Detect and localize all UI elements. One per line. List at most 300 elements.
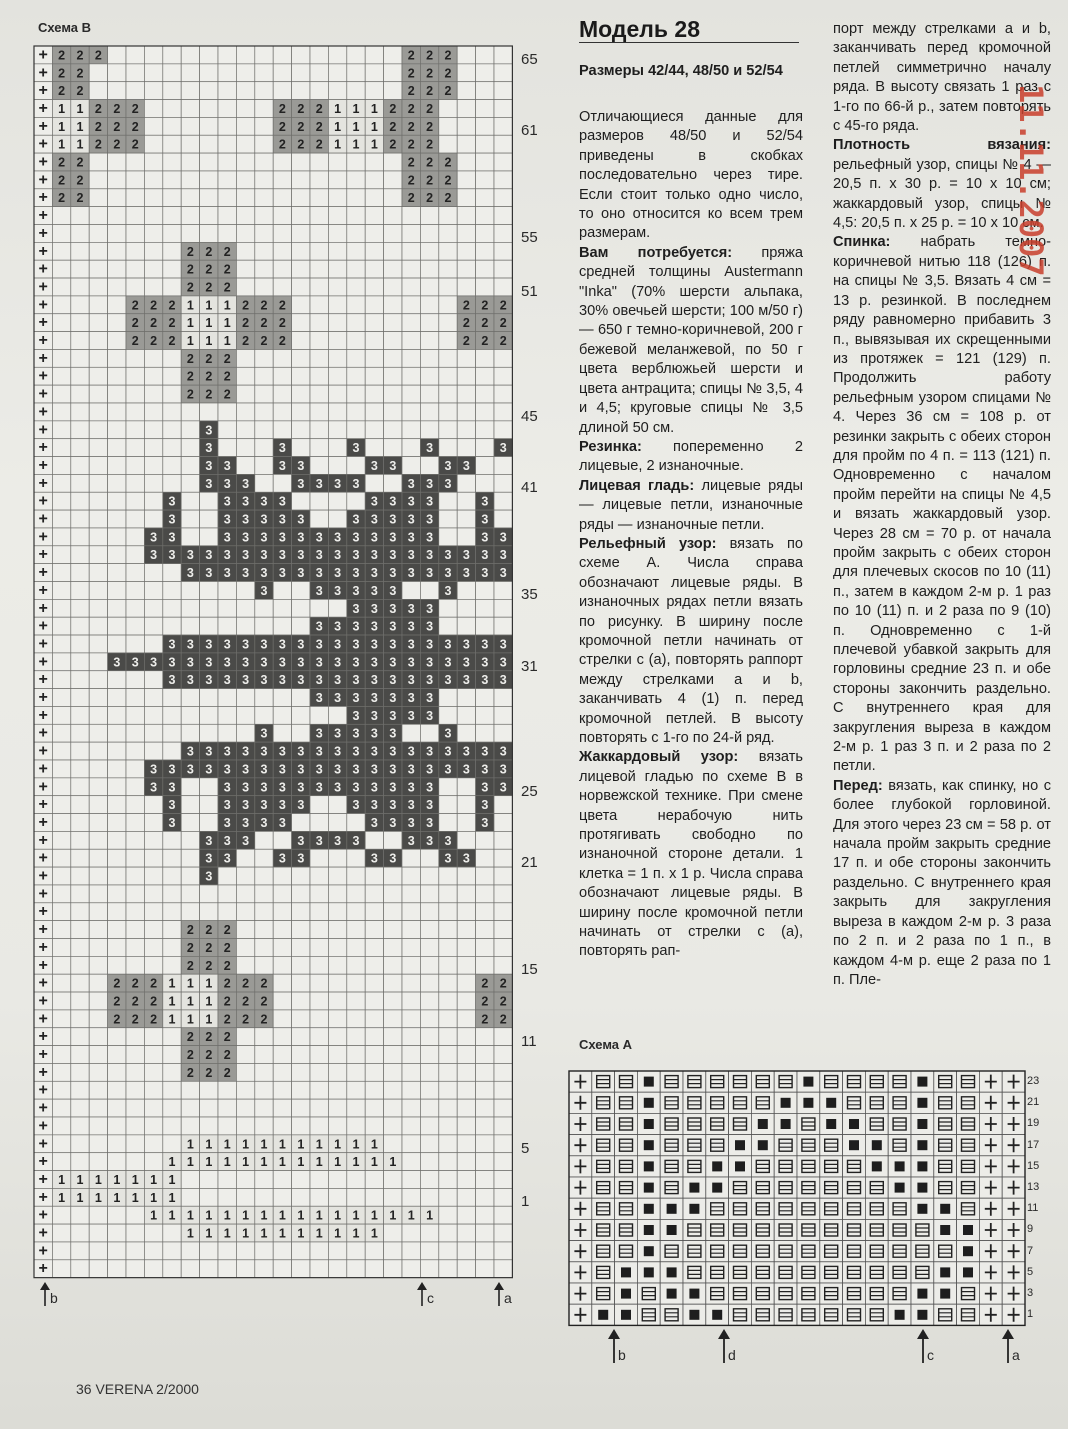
grid-cell (774, 1177, 797, 1198)
cell-symbol: + (38, 581, 48, 599)
cell-symbol: 3 (334, 583, 342, 598)
grid-cell (273, 867, 291, 885)
grid-cell (494, 225, 512, 243)
grid-cell (89, 82, 107, 100)
filled-square-symbol (644, 1161, 654, 1171)
grid-cell (144, 1117, 162, 1135)
arrow-label: c (927, 1347, 934, 1364)
arrow-label: c (427, 1289, 434, 1306)
grid-cell (365, 153, 383, 171)
cell-symbol: 1 (352, 101, 360, 116)
grid-cell (255, 349, 273, 367)
filled-square-symbol (917, 1183, 927, 1193)
grid-cell (236, 82, 254, 100)
grid-cell (457, 1188, 475, 1206)
cell-symbol: 2 (223, 1030, 231, 1045)
filled-square-symbol (849, 1140, 859, 1150)
grid-cell (200, 706, 218, 724)
cell-symbol: 3 (315, 673, 323, 688)
filled-square-symbol (917, 1098, 927, 1108)
grid-cell (843, 1283, 866, 1304)
grid-cell (888, 1071, 911, 1092)
cell-symbol: 1 (168, 1190, 176, 1205)
cell-symbol: 1 (315, 1137, 323, 1152)
grid-cell (365, 367, 383, 385)
grid-cell (494, 474, 512, 492)
cell-symbol: 3 (370, 530, 378, 545)
grid-cell (934, 1241, 957, 1262)
grid-cell (494, 903, 512, 921)
grid-cell (420, 314, 438, 332)
cell-symbol: 3 (407, 744, 415, 759)
grid-cell (126, 564, 144, 582)
grid-cell (89, 974, 107, 992)
cell-symbol: 3 (462, 762, 470, 777)
grid-cell (52, 492, 70, 510)
grid-cell (615, 1219, 638, 1240)
grid-cell (797, 1262, 820, 1283)
grid-cell (365, 421, 383, 439)
cell-symbol: + (38, 153, 48, 171)
grid-cell (439, 296, 457, 314)
cell-symbol: 2 (150, 976, 158, 991)
grid-cell (71, 1242, 89, 1260)
grid-cell (774, 1283, 797, 1304)
cell-symbol: 1 (352, 137, 360, 152)
grid-cell (328, 885, 346, 903)
cell-symbol: 3 (168, 637, 176, 652)
grid-cell (402, 903, 420, 921)
arrow-label: a (504, 1289, 512, 1306)
grid-cell (457, 814, 475, 832)
cell-symbol: 1 (370, 101, 378, 116)
scheme-a-chart (569, 1071, 1029, 1333)
grid-cell (328, 849, 346, 867)
cell-symbol: 2 (426, 101, 434, 116)
grid-cell (328, 64, 346, 82)
grid-cell (89, 760, 107, 778)
cell-symbol: 2 (186, 262, 194, 277)
cell-symbol: 3 (242, 655, 250, 670)
grid-cell (126, 278, 144, 296)
grid-cell (52, 260, 70, 278)
cell-symbol: + (38, 706, 48, 724)
cell-symbol: + (38, 956, 48, 974)
grid-cell (365, 921, 383, 939)
grid-cell (181, 135, 199, 153)
grid-cell (200, 1099, 218, 1117)
grid-cell (163, 956, 181, 974)
cell-symbol: 2 (76, 66, 84, 81)
grid-cell (439, 956, 457, 974)
cell-symbol: + (38, 1260, 48, 1278)
grid-cell (126, 1063, 144, 1081)
cell-symbol: 1 (315, 1226, 323, 1241)
grid-cell (71, 1081, 89, 1099)
grid-cell (384, 225, 402, 243)
grid-cell (163, 1224, 181, 1242)
grid-cell (494, 1135, 512, 1153)
grid-cell (365, 1171, 383, 1189)
filled-square-symbol (917, 1119, 927, 1129)
grid-cell (706, 1135, 729, 1156)
cell-symbol: + (38, 599, 48, 617)
grid-cell (89, 885, 107, 903)
grid-cell (236, 1046, 254, 1064)
grid-cell (144, 1099, 162, 1117)
cell-symbol: 2 (407, 155, 415, 170)
grid-cell (52, 1081, 70, 1099)
grid-cell (402, 1260, 420, 1278)
cell-symbol: 3 (150, 655, 158, 670)
cell-symbol: 2 (407, 119, 415, 134)
cell-symbol: 3 (260, 637, 268, 652)
grid-cell (181, 474, 199, 492)
grid-cell (200, 403, 218, 421)
grid-cell (402, 260, 420, 278)
grid-cell (494, 46, 512, 64)
cell-symbol: 3 (297, 637, 305, 652)
filled-square-symbol (621, 1289, 631, 1299)
cell-symbol: 2 (205, 923, 213, 938)
cell-symbol: 1 (186, 1226, 194, 1241)
date-stamp: 11.11.2007 (1012, 84, 1050, 277)
cell-symbol: 2 (407, 66, 415, 81)
grid-cell (820, 1135, 843, 1156)
grid-cell (181, 867, 199, 885)
grid-cell (328, 1046, 346, 1064)
cell-symbol: 3 (407, 548, 415, 563)
grid-cell (384, 921, 402, 939)
grid-cell (310, 1028, 328, 1046)
filled-square-symbol (712, 1310, 722, 1320)
grid-cell (89, 1224, 107, 1242)
filled-square-symbol (917, 1310, 927, 1320)
grid-cell (108, 760, 126, 778)
grid-cell (310, 46, 328, 64)
grid-cell (420, 1028, 438, 1046)
grid-cell (494, 1099, 512, 1117)
cell-symbol: 3 (260, 583, 268, 598)
cell-symbol: 3 (131, 655, 139, 670)
cell-symbol: 3 (242, 512, 250, 527)
grid-cell (457, 903, 475, 921)
grid-cell (163, 1242, 181, 1260)
cell-symbol: 2 (223, 940, 231, 955)
grid-cell (200, 46, 218, 64)
cell-symbol: 3 (370, 851, 378, 866)
grid-cell (108, 439, 126, 457)
cell-symbol: 3 (370, 815, 378, 830)
grid-cell (476, 921, 494, 939)
grid-cell (476, 189, 494, 207)
grid-cell (328, 510, 346, 528)
grid-cell (384, 867, 402, 885)
cell-symbol: 3 (481, 762, 489, 777)
cell-symbol: 2 (426, 84, 434, 99)
paragraph-label: Вам потребуется: (579, 244, 733, 261)
grid-cell (163, 474, 181, 492)
grid-cell (126, 706, 144, 724)
cell-symbol: 3 (389, 673, 397, 688)
grid-cell (328, 814, 346, 832)
grid-cell (420, 385, 438, 403)
grid-cell (200, 885, 218, 903)
grid-cell (108, 1099, 126, 1117)
grid-cell (292, 1117, 310, 1135)
grid-cell (71, 921, 89, 939)
cell-symbol: 3 (481, 566, 489, 581)
cell-symbol: 2 (242, 298, 250, 313)
cell-symbol: 2 (223, 369, 231, 384)
grid-cell (292, 1010, 310, 1028)
cell-symbol: 3 (444, 637, 452, 652)
grid-cell (865, 1241, 888, 1262)
cell-symbol: 2 (260, 994, 268, 1009)
grid-cell (52, 242, 70, 260)
grid-cell (144, 939, 162, 957)
filled-square-symbol (644, 1267, 654, 1277)
grid-cell (365, 332, 383, 350)
grid-cell (439, 1117, 457, 1135)
grid-cell (255, 260, 273, 278)
grid-cell (126, 1117, 144, 1135)
cell-symbol: 2 (242, 994, 250, 1009)
grid-cell (89, 457, 107, 475)
grid-cell (439, 1224, 457, 1242)
grid-cell (52, 1028, 70, 1046)
grid-cell (236, 1188, 254, 1206)
grid-cell (476, 242, 494, 260)
grid-cell (729, 1113, 752, 1134)
grid-cell (255, 403, 273, 421)
grid-cell (255, 1028, 273, 1046)
cell-symbol: 1 (113, 1172, 121, 1187)
cell-symbol: 3 (205, 869, 213, 884)
grid-cell (71, 332, 89, 350)
grid-cell (494, 367, 512, 385)
grid-cell (457, 189, 475, 207)
grid-cell (365, 64, 383, 82)
cell-symbol: 2 (444, 48, 452, 63)
grid-cell (273, 706, 291, 724)
cell-symbol: 1 (186, 1208, 194, 1223)
grid-cell (457, 367, 475, 385)
grid-cell (236, 867, 254, 885)
grid-cell (52, 974, 70, 992)
paragraph-text: набрать темно-коричневой нитью 118 (126) п. на спицы № 3,5. Вязать 4 см = 13 р. резинкой. В последнем ряду равномерно прибавить 3 п., вывязывая их скрещенными из протяжек = 121 (129) п. Продолжить работу рельефным узором спицами № 4. Через 36 см = 108 р. от резинки закрыть с обеих сторон для пройм по 4 п. = 113 (121) п. Одновременно с началом пройм перейти на спицы № 4,5 и вязать жаккардовый узор. Через 28 см = 70 р. от начала пройм закрыть с обеих сторон для плечевых скосов по 10 (11) п., затем в каждом 2-м р. 1 раз по 10 (11) п. и 2 раза по 9 (10) п. Одновременно с 1-й плечевой убавкой закрыть для горловины средние 23 п. и обе стороны закончить раздельно. С внутреннего края для закругления выреза в каждом 2-м р. 1 раз 3 п. и 2 раза по 2 петли. (833, 234, 1051, 775)
grid-cell (255, 225, 273, 243)
grid-cell (144, 635, 162, 653)
grid-cell (181, 778, 199, 796)
grid-cell (71, 421, 89, 439)
grid-cell (457, 1028, 475, 1046)
grid-cell (236, 439, 254, 457)
grid-cell (71, 278, 89, 296)
grid-cell (108, 546, 126, 564)
grid-cell (347, 332, 365, 350)
grid-cell (52, 332, 70, 350)
grid-cell (476, 956, 494, 974)
grid-cell (384, 367, 402, 385)
grid-cell (126, 1135, 144, 1153)
cell-symbol: 1 (334, 1208, 342, 1223)
cell-symbol: 1 (223, 1208, 231, 1223)
grid-cell (108, 617, 126, 635)
grid-cell (494, 1153, 512, 1171)
grid-cell (163, 1081, 181, 1099)
cell-symbol: 2 (223, 958, 231, 973)
cell-symbol: 2 (58, 84, 66, 99)
grid-cell (365, 1063, 383, 1081)
grid-cell (181, 189, 199, 207)
cell-symbol: + (38, 510, 48, 528)
cell-symbol: 3 (315, 566, 323, 581)
cell-symbol: 3 (168, 655, 176, 670)
grid-cell (273, 1081, 291, 1099)
cell-symbol: 3 (242, 494, 250, 509)
filled-square-symbol (917, 1140, 927, 1150)
cell-symbol: 3 (370, 548, 378, 563)
cell-symbol: 3 (334, 476, 342, 491)
cell-symbol: 2 (407, 173, 415, 188)
grid-cell (71, 492, 89, 510)
cell-symbol: 3 (315, 637, 323, 652)
cell-symbol: 1 (186, 1137, 194, 1152)
cell-symbol: + (38, 653, 48, 671)
grid-cell (144, 1153, 162, 1171)
cell-symbol: + (38, 1046, 48, 1064)
grid-cell (494, 1188, 512, 1206)
grid-cell (420, 582, 438, 600)
grid-cell (384, 207, 402, 225)
grid-cell (181, 689, 199, 707)
grid-cell (89, 439, 107, 457)
grid-cell (89, 796, 107, 814)
grid-cell (797, 1113, 820, 1134)
grid-cell (328, 992, 346, 1010)
cell-symbol: 3 (242, 637, 250, 652)
cell-symbol: 3 (223, 548, 231, 563)
cell-symbol: + (38, 564, 48, 582)
cell-symbol: + (38, 1153, 48, 1171)
cell-symbol: 3 (278, 762, 286, 777)
grid-cell (402, 1224, 420, 1242)
grid-cell (420, 974, 438, 992)
cell-symbol: 1 (168, 976, 176, 991)
grid-cell (163, 1028, 181, 1046)
grid-cell (494, 849, 512, 867)
cell-symbol: 3 (260, 726, 268, 741)
cell-symbol: 3 (481, 655, 489, 670)
grid-cell (144, 46, 162, 64)
grid-cell (706, 1092, 729, 1113)
grid-cell (52, 1010, 70, 1028)
cell-symbol: 1 (58, 1190, 66, 1205)
cell-symbol: 3 (242, 566, 250, 581)
grid-cell (457, 1046, 475, 1064)
cell-symbol: 3 (334, 762, 342, 777)
cell-symbol: 2 (113, 1012, 121, 1027)
cell-symbol: 3 (205, 655, 213, 670)
grid-cell (126, 421, 144, 439)
grid-cell (163, 939, 181, 957)
grid-cell (457, 528, 475, 546)
grid-cell (820, 1219, 843, 1240)
arrow-label: b (618, 1347, 626, 1364)
row-number: 5 (1027, 1265, 1034, 1278)
grid-cell (255, 278, 273, 296)
filled-square-symbol (644, 1246, 654, 1256)
cell-symbol: + (38, 1206, 48, 1224)
grid-cell (126, 528, 144, 546)
paragraph-label: Резинка: (579, 438, 642, 455)
grid-cell (706, 1071, 729, 1092)
grid-cell (200, 82, 218, 100)
grid-cell (163, 742, 181, 760)
grid-cell (126, 689, 144, 707)
grid-cell (71, 1063, 89, 1081)
cell-symbol: 1 (352, 1226, 360, 1241)
filled-square-symbol (644, 1140, 654, 1150)
grid-cell (439, 100, 457, 118)
filled-square-symbol (895, 1183, 905, 1193)
grid-cell (89, 742, 107, 760)
grid-cell (273, 225, 291, 243)
cell-symbol: 3 (499, 548, 507, 563)
grid-cell (108, 867, 126, 885)
grid-cell (402, 921, 420, 939)
grid-cell (328, 492, 346, 510)
grid-cell (108, 814, 126, 832)
grid-cell (52, 1206, 70, 1224)
grid-cell (108, 689, 126, 707)
grid-cell (494, 582, 512, 600)
grid-cell (218, 117, 236, 135)
grid-cell (439, 332, 457, 350)
grid-cell (163, 100, 181, 118)
grid-cell (347, 921, 365, 939)
cell-symbol: 1 (370, 1137, 378, 1152)
grid-cell (494, 64, 512, 82)
grid-cell (310, 367, 328, 385)
cell-symbol: 3 (278, 548, 286, 563)
cell-symbol: 3 (223, 673, 231, 688)
grid-cell (255, 599, 273, 617)
cell-symbol: 1 (223, 298, 231, 313)
grid-cell (457, 64, 475, 82)
cell-symbol: 3 (242, 833, 250, 848)
cell-symbol: + (38, 403, 48, 421)
grid-cell (683, 1219, 706, 1240)
grid-cell (144, 510, 162, 528)
cell-symbol: 1 (278, 1226, 286, 1241)
grid-cell (200, 64, 218, 82)
grid-cell (328, 1081, 346, 1099)
cell-symbol: 1 (150, 1208, 158, 1223)
grid-cell (420, 1081, 438, 1099)
grid-cell (310, 1010, 328, 1028)
cell-symbol: 1 (58, 119, 66, 134)
grid-cell (310, 332, 328, 350)
grid-cell (89, 225, 107, 243)
grid-cell (144, 1081, 162, 1099)
grid-cell (476, 885, 494, 903)
grid-cell (494, 1117, 512, 1135)
grid-cell (751, 1092, 774, 1113)
filled-square-symbol (712, 1161, 722, 1171)
grid-cell (347, 956, 365, 974)
